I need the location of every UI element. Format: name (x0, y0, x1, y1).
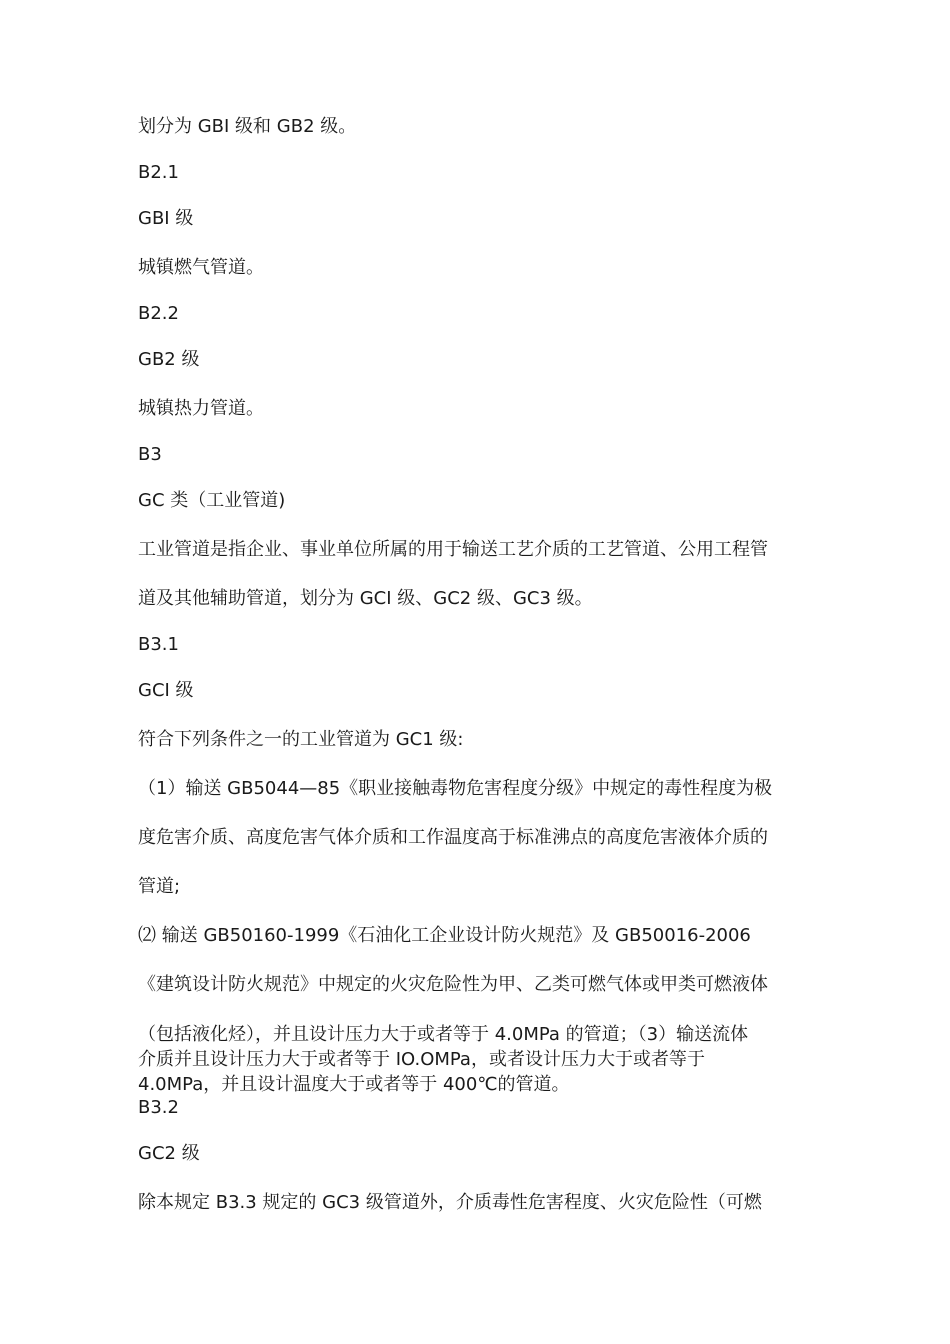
section-heading: GC2 级 (138, 1143, 200, 1164)
section-heading: GB2 级 (138, 349, 200, 370)
section-heading: GCI 级 (138, 680, 194, 701)
paragraph-line: 工业管道是指企业、事业单位所属的用于输送工艺介质的工艺管道、公用工程管 (138, 539, 768, 560)
paragraph-line: ⑵ 输送 GB50160-1999《石油化工企业设计防火规范》及 GB50016-2006 (138, 925, 751, 946)
text-line: 城镇热力管道。 (138, 398, 264, 419)
section-number: B2.1 (138, 162, 179, 183)
paragraph-line: 度危害介质、高度危害气体介质和工作温度高于标准沸点的高度危害液体介质的 (138, 827, 768, 848)
section-number: B3 (138, 444, 162, 465)
paragraph-line: 除本规定 B3.3 规定的 GC3 级管道外，介质毒性危害程度、火灾危险性（可燃 (138, 1192, 762, 1213)
section-number: B3.1 (138, 634, 179, 655)
dense-paragraph (138, 1022, 828, 1097)
section-number: B2.2 (138, 303, 179, 324)
paragraph-line: （1）输送 GB5044—85《职业接触毒物危害程度分级》中规定的毒性程度为极 (138, 778, 773, 799)
section-heading: GBI 级 (138, 208, 194, 229)
text-line: 符合下列条件之一的工业管道为 GC1 级: (138, 729, 464, 750)
paragraph-line: 4.0MPa，并且设计温度大于或者等于 400℃的管道。 (138, 1074, 570, 1095)
paragraph-line: 介质并且设计压力大于或者等于 IO.OMPa，或者设计压力大于或者等于 (138, 1049, 705, 1070)
paragraph-line: 《建筑设计防火规范》中规定的火灾危险性为甲、乙类可燃气体或甲类可燃液体 (138, 974, 768, 995)
paragraph-line: （包括液化烃），并且设计压力大于或者等于 4.0MPa 的管道；（3）输送流体 (138, 1024, 749, 1045)
section-number: B3.2 (138, 1097, 179, 1118)
section-heading: GC 类（工业管道) (138, 490, 286, 511)
paragraph-line: 道及其他辅助管道，划分为 GCI 级、GC2 级、GC3 级。 (138, 588, 593, 609)
text-line: 城镇燃气管道。 (138, 257, 264, 278)
paragraph-line: 管道; (138, 876, 181, 897)
text-line: 划分为 GBI 级和 GB2 级。 (138, 116, 357, 137)
